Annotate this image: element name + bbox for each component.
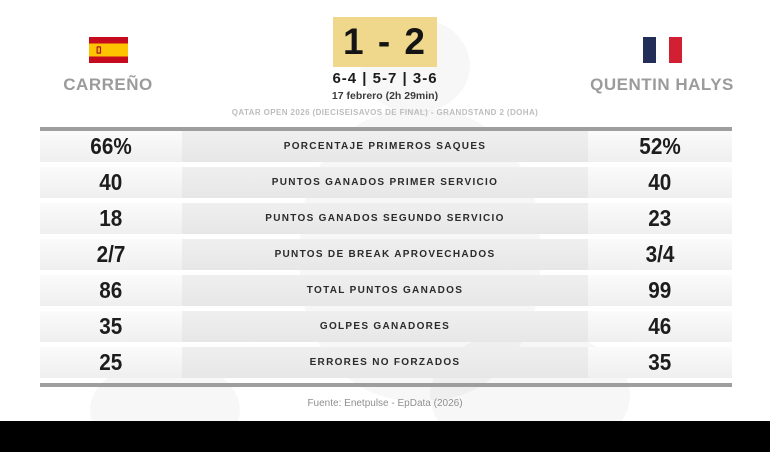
player-right-name: QUENTIN HALYS <box>590 75 734 94</box>
match-score: 1 - 2 <box>333 17 437 67</box>
stat-label: PUNTOS GANADOS PRIMER SERVICIO <box>182 167 588 198</box>
stat-value-right: 46 <box>588 311 732 342</box>
match-date-duration: 17 febrero (2h 29min) <box>331 90 439 102</box>
source-credit: Fuente: Enetpulse - EpData (2026) <box>307 398 463 409</box>
stat-row <box>40 167 732 198</box>
stat-label: ERRORES NO FORZADOS <box>182 347 588 378</box>
table-bottom-rule <box>40 383 732 387</box>
bottom-black-bar <box>0 421 770 452</box>
stat-row <box>40 131 732 162</box>
stat-row <box>40 203 732 234</box>
player-left-name: CARREÑO <box>63 75 153 94</box>
tournament-line: QATAR OPEN 2026 (DIECISEISAVOS DE FINAL) - GRANDSTAND 2 (DOHA) <box>231 108 539 117</box>
stat-value-left: 86 <box>40 275 182 306</box>
stat-value-left: 40 <box>40 167 182 198</box>
stat-row <box>40 239 732 270</box>
stats-table <box>40 127 732 387</box>
stat-label: TOTAL PUNTOS GANADOS <box>182 275 588 306</box>
stat-label: PORCENTAJE PRIMEROS SAQUES <box>182 131 588 162</box>
stat-value-right: 23 <box>588 203 732 234</box>
stat-value-left: 66% <box>40 131 182 162</box>
stat-value-right: 52% <box>588 131 732 162</box>
stat-value-left: 25 <box>40 347 182 378</box>
stat-value-left: 2/7 <box>40 239 182 270</box>
stat-value-right: 40 <box>588 167 732 198</box>
stat-row <box>40 347 732 378</box>
stat-label: GOLPES GANADORES <box>182 311 588 342</box>
stat-row <box>40 275 732 306</box>
stat-row <box>40 311 732 342</box>
set-scores: 6-4 | 5-7 | 3-6 <box>332 70 438 87</box>
stat-value-right: 3/4 <box>588 239 732 270</box>
stat-label: PUNTOS DE BREAK APROVECHADOS <box>182 239 588 270</box>
stat-value-left: 35 <box>40 311 182 342</box>
score-block <box>0 17 770 117</box>
stat-value-right: 35 <box>588 347 732 378</box>
stat-value-left: 18 <box>40 203 182 234</box>
stat-label: PUNTOS GANADOS SEGUNDO SERVICIO <box>182 203 588 234</box>
stats-rows <box>40 131 732 378</box>
stat-value-right: 99 <box>588 275 732 306</box>
